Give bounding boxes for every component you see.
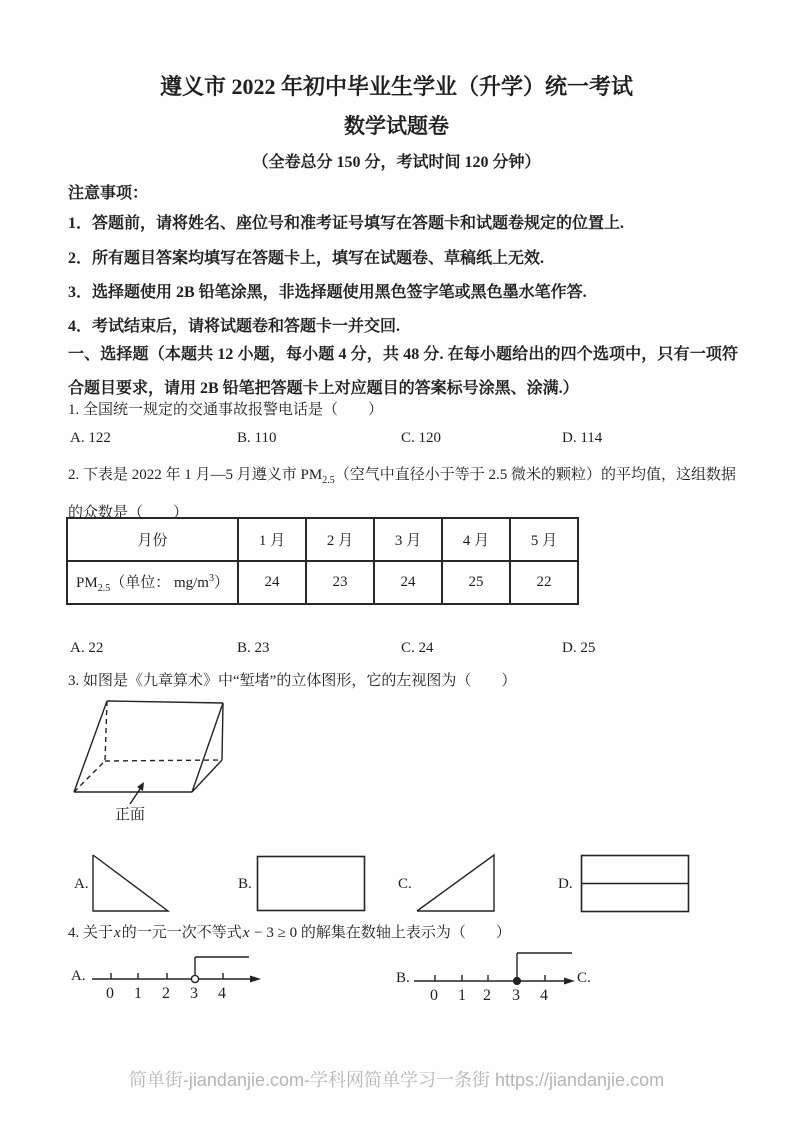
prism-right-bottom-edge (192, 760, 222, 792)
axis-num-2: 2 (483, 987, 491, 1004)
q4-option-b-label: B. (396, 970, 410, 986)
prism-3d-figure (62, 694, 252, 832)
row-label-pre: PM (76, 575, 98, 591)
q2-stem-subscript: 2.5 (322, 475, 335, 486)
table-data-row (67, 561, 578, 604)
axis-num-4: 4 (218, 985, 226, 1002)
front-face-label: 正面 (115, 807, 146, 823)
notice-item-1: 1．答题前，请将姓名、座位号和准考证号填写在答题卡和试题卷规定的位置上. (68, 215, 625, 232)
triangle-left-right-angle (93, 855, 168, 911)
prism-top-edge (107, 701, 223, 703)
q4-option-c-label: C. (577, 970, 591, 986)
table-header-jan: 1 月 (238, 518, 306, 561)
table-row-label (67, 561, 238, 604)
notice-item-3: 3．选择题使用 2B 铅笔涂黑，非选择题使用黑色签字笔或黑色墨水笔作答. (68, 284, 587, 301)
prism-hidden-left-bottom-edge (74, 761, 105, 792)
q3-option-b-figure-rectangle (256, 855, 366, 913)
exam-info-line: （全卷总分 150 分，考试时间 120 分钟） (252, 154, 541, 171)
triangle-right-right-angle (417, 855, 494, 911)
q3-option-d-label: D. (558, 876, 573, 892)
q4-stem-post: 的解集在数轴上表示为（ ） (300, 925, 511, 941)
q2-option-a: A. 22 (70, 640, 104, 656)
axis-num-3: 3 (190, 985, 198, 1002)
table-header-apr: 4 月 (442, 518, 510, 561)
table-header-row (67, 518, 578, 561)
q4-variable-x: x (114, 925, 121, 941)
axis-num-1: 1 (458, 987, 466, 1004)
prism-hidden-back-bottom-edge (105, 760, 222, 761)
q4-inequality-rest: − 3 ≥ 0 (250, 925, 301, 941)
page-subtitle: 数学试题卷 (344, 114, 449, 138)
q2-stem-text-pre: 2. 下表是 2022 年 1 月—5 月遵义市 PM (68, 467, 323, 483)
row-label-post: ） (213, 575, 229, 591)
q2-option-c: C. 24 (401, 640, 434, 656)
question-3-stem: 3. 如图是《九章算术》中“堑堵”的立体图形，它的左视图为（ ） (68, 673, 517, 689)
section-1-heading: 一、选择题（本题共 12 小题，每小题 4 分，共 48 分. 在每小题给出的四个选项中，只有一项符合题目要求，请用 2B 铅笔把答题卡上对应题目的答案标号涂黑、涂满.） (68, 346, 738, 397)
axis-arrow-head (250, 976, 261, 983)
table-value-feb: 23 (306, 561, 374, 604)
rectangle-shape (258, 857, 365, 911)
prism-right-slant-edge (192, 703, 223, 792)
table-value-mar: 24 (374, 561, 442, 604)
axis-num-4: 4 (540, 987, 548, 1004)
question-1-stem: 1. 全国统一规定的交通事故报警电话是（ ） (68, 402, 384, 418)
q1-option-a: A. 122 (70, 430, 111, 446)
axis-num-2: 2 (162, 985, 170, 1002)
axis-arrow-head (564, 978, 575, 985)
q4-option-a-label: A. (71, 968, 86, 984)
question-1-options (0, 430, 793, 452)
q3-option-a-label: A. (74, 876, 89, 892)
q2-stem-text-post: （空气中直径小于等于 2.5 微米的颗粒）的平均值，这组数据的众数是（ ） (68, 467, 736, 521)
q1-option-b: B. 110 (237, 430, 277, 446)
q3-option-c-label: C. (398, 876, 412, 892)
axis-num-3: 3 (512, 987, 520, 1004)
q2-option-d: D. 25 (562, 640, 596, 656)
notice-item-4: 4．考试结束后，请将试题卷和答题卡一并交回. (68, 318, 401, 335)
row-label-mid: （单位： mg/m (110, 575, 209, 591)
question-2-options (0, 640, 793, 662)
q2-option-b: B. 23 (237, 640, 270, 656)
table-header-feb: 2 月 (306, 518, 374, 561)
prism-right-vertical-edge (222, 703, 223, 760)
q4-stem-mid: 的一元一次不等式 (121, 925, 242, 941)
row-label-sub: 2.5 (97, 583, 111, 594)
table-header-may: 5 月 (510, 518, 578, 561)
open-circle-at-3 (191, 975, 198, 982)
q3-option-a-figure-triangle (90, 853, 174, 915)
q3-option-d-figure-split-rectangle (580, 854, 690, 914)
notice-item-2: 2．所有题目答案均填写在答题卡上，填写在试题卷、草稿纸上无效. (68, 250, 545, 267)
table-value-apr: 25 (442, 561, 510, 604)
watermark-footer: 简单街-jiandanjie.com-学科网简单学习一条街 https://jiandanjie.com (128, 1070, 665, 1090)
table-value-jan: 24 (238, 561, 306, 604)
prism-left-slant-edge (74, 701, 107, 792)
row-label-sup: 3 (208, 573, 214, 584)
q3-option-c-figure-triangle (415, 853, 499, 915)
prism-hidden-left-vertical-edge (105, 701, 107, 761)
pm25-data-table (66, 517, 579, 605)
question-4-stem (68, 921, 511, 942)
axis-num-0: 0 (430, 987, 438, 1004)
axis-num-0: 0 (106, 985, 114, 1002)
table-header-month: 月份 (67, 518, 238, 561)
notice-heading: 注意事项： (68, 185, 149, 202)
front-face-arrow-head (137, 782, 144, 791)
axis-num-1: 1 (134, 985, 142, 1002)
table-value-may: 22 (510, 561, 578, 604)
page-title: 遵义市 2022 年初中毕业生学业（升学）统一考试 (159, 74, 633, 99)
q4-inequality-x: x (242, 925, 250, 941)
q4-stem-pre: 4. 关于 (68, 925, 114, 941)
filled-dot-at-3 (513, 977, 520, 984)
table-header-mar: 3 月 (374, 518, 442, 561)
q4-option-a-number-line (92, 946, 268, 1006)
q1-option-c: C. 120 (401, 430, 442, 446)
q1-option-d: D. 114 (562, 430, 603, 446)
q3-option-b-label: B. (238, 876, 252, 892)
q4-option-b-number-line (414, 944, 590, 1006)
